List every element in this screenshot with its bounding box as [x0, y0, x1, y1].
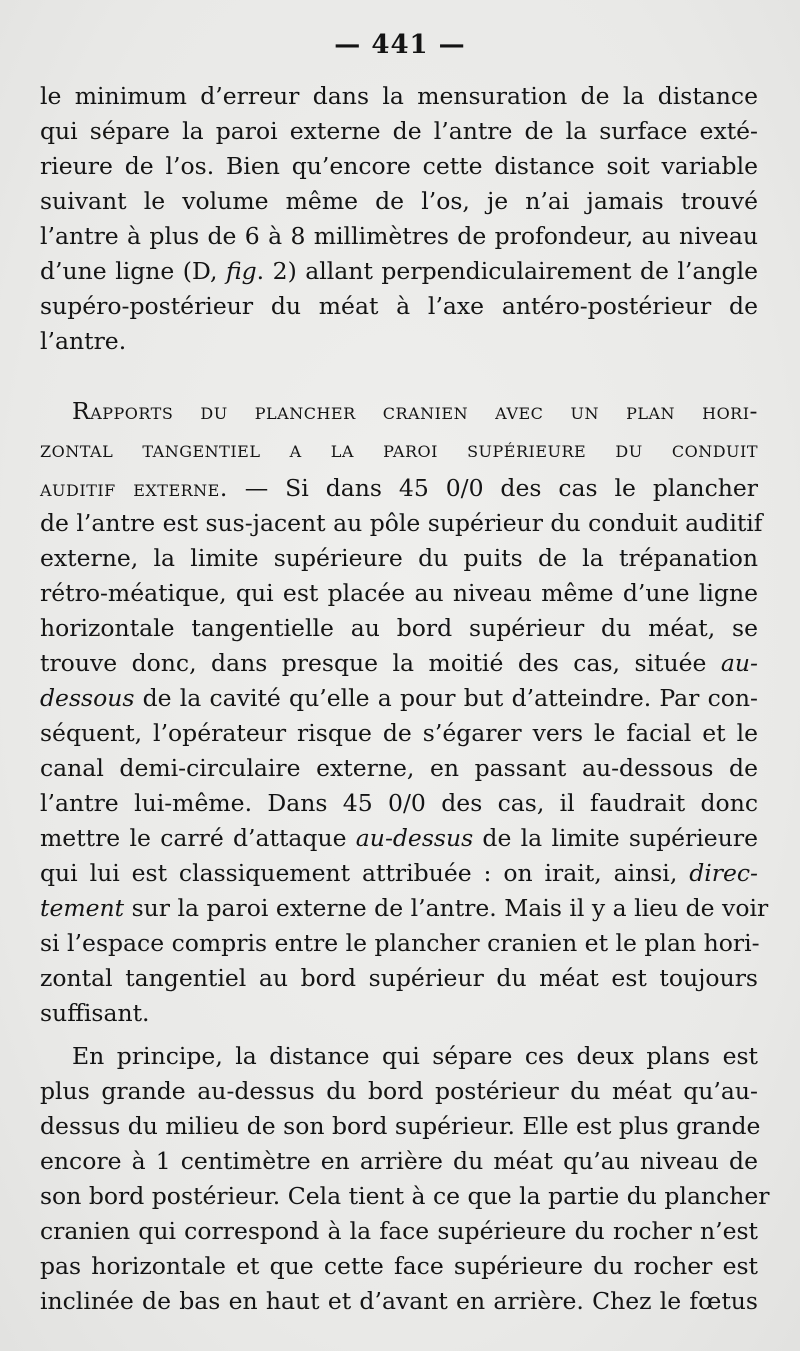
text-run: l’antre lui-même. Dans 45 0/0 des cas, il faudrait donc	[40, 789, 758, 817]
italic-text: tement	[40, 894, 125, 922]
text-line	[40, 785, 758, 821]
text-line	[40, 820, 758, 856]
text-run: de l’antre est sus-jacent au pôle supérieur du conduit auditif	[40, 509, 763, 537]
text-run: horizontale tangentielle au bord supérieur du méat, se	[40, 614, 758, 642]
italic-text: direc-	[689, 859, 758, 887]
text-line	[40, 575, 758, 611]
text-line	[40, 995, 758, 1031]
text-run: l’antre.	[40, 327, 127, 355]
text-line	[40, 925, 758, 961]
text-run: encore à 1 centimètre en arrière du méat qu’au niveau de	[40, 1147, 758, 1175]
text-run: mettre le carré d’attaque	[40, 824, 356, 852]
text-line	[72, 1038, 758, 1074]
text-run: de la cavité qu’elle a pour but d’atteindre. Par con-	[134, 684, 758, 712]
text-line	[40, 1143, 758, 1179]
text-run: — Si dans 45 0/0 des cas le plancher	[227, 474, 759, 502]
text-line	[72, 393, 758, 429]
small-caps-heading: Rapports du plancher cranien avec un plan hori-	[72, 397, 758, 425]
text-line	[40, 680, 758, 716]
text-line	[40, 113, 758, 149]
text-run: inclinée de bas en haut et d’avant en arrière. Chez le fœtus	[40, 1287, 758, 1315]
text-line	[40, 431, 758, 467]
text-line	[40, 148, 758, 184]
text-line	[40, 1073, 758, 1109]
text-line	[40, 1248, 758, 1284]
text-run: externe, la limite supérieure du puits de la trépanation	[40, 544, 758, 572]
text-run: canal demi-circulaire externe, en passant au-dessous de	[40, 754, 758, 782]
text-run: plus grande au-dessus du bord postérieur du méat qu’au-	[40, 1077, 758, 1105]
text-line	[40, 470, 758, 506]
text-run: rieure de l’os. Bien qu’encore cette distance soit variable	[40, 152, 758, 180]
text-run: En principe, la distance qui sépare ces deux plans est	[72, 1042, 758, 1070]
text-line	[40, 645, 758, 681]
text-run: cranien qui correspond à la face supérieure du rocher n’est	[40, 1217, 758, 1245]
italic-text: fig	[225, 257, 257, 285]
text-line	[40, 323, 758, 359]
text-line	[40, 218, 758, 254]
text-run: le minimum d’erreur dans la mensuration de la distance	[40, 82, 758, 110]
text-run: zontal tangentiel au bord supérieur du méat est toujours	[40, 964, 758, 992]
text-line	[40, 1213, 758, 1249]
text-line	[40, 78, 758, 114]
text-run: dessus du milieu de son bord supérieur. Elle est plus grande	[40, 1112, 761, 1140]
text-run: de la limite supérieure	[473, 824, 758, 852]
text-run: pas horizontale et que cette face supérieure du rocher est	[40, 1252, 758, 1280]
text-run: supéro-postérieur du méat à l’axe antéro-postérieur de	[40, 292, 758, 320]
text-line	[40, 540, 758, 576]
text-run: l’antre à plus de 6 à 8 millimètres de profondeur, au niveau	[40, 222, 758, 250]
text-line	[40, 183, 758, 219]
italic-text: dessous	[40, 684, 135, 712]
text-run: . 2) allant perpendiculairement de l’angle	[256, 257, 759, 285]
small-caps-heading: zontal tangentiel a la paroi supérieure du conduit	[40, 435, 758, 463]
text-line	[40, 1178, 770, 1214]
text-run: sur la paroi externe de l’antre. Mais il y a lieu de voir	[124, 894, 769, 922]
text-run: qui lui est classiquement attribuée : on irait, ainsi,	[40, 859, 690, 887]
italic-text: au-	[720, 649, 758, 677]
text-line	[40, 960, 758, 996]
text-line	[40, 890, 769, 926]
italic-text: au-dessus	[355, 824, 474, 852]
small-caps-heading: auditif externe.	[40, 474, 228, 502]
text-line	[40, 610, 758, 646]
text-line	[40, 505, 763, 541]
text-run: trouve donc, dans presque la moitié des cas, située	[40, 649, 721, 677]
text-line	[40, 1283, 758, 1319]
text-run: qui sépare la paroi externe de l’antre de la surface exté-	[40, 117, 758, 145]
text-run: rétro-méatique, qui est placée au niveau même d’une ligne	[40, 579, 758, 607]
text-run: suivant le volume même de l’os, je n’ai jamais trouvé	[40, 187, 758, 215]
text-line	[40, 1108, 761, 1144]
page-number: — 441 —	[334, 30, 466, 60]
text-line	[40, 288, 758, 324]
text-line	[40, 715, 758, 751]
text-line	[40, 253, 758, 289]
text-run: suffisant.	[40, 999, 150, 1027]
text-line	[40, 750, 758, 786]
text-run: son bord postérieur. Cela tient à ce que la partie du plancher	[40, 1182, 770, 1210]
text-run: séquent, l’opérateur risque de s’égarer vers le facial et le	[40, 719, 758, 747]
text-run: si l’espace compris entre le plancher cranien et le plan hori-	[40, 929, 760, 957]
text-run: d’une ligne (D,	[40, 257, 226, 285]
text-line	[40, 855, 758, 891]
